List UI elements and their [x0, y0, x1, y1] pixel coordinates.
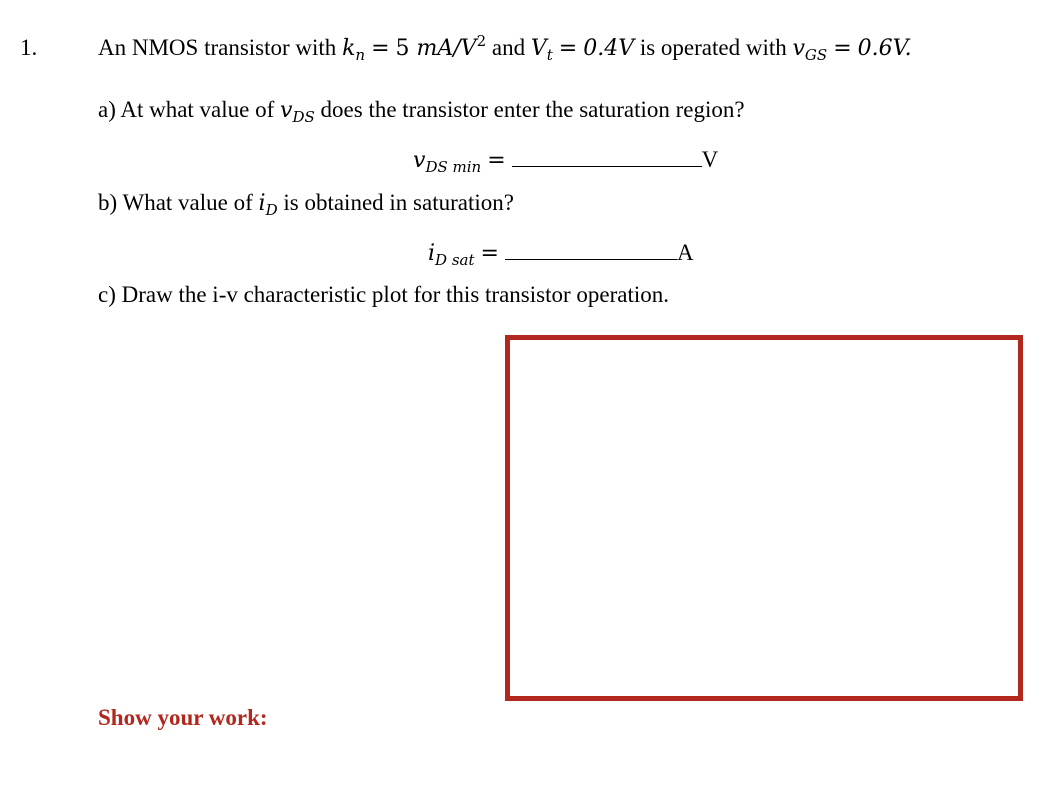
id-sat-label — [428, 241, 475, 269]
vds-min-equals: = — [487, 148, 506, 173]
vds-variable — [280, 98, 315, 126]
part-a-text-before: a) At what value of — [98, 97, 281, 122]
kn-exponent: 2 — [476, 32, 487, 50]
part-a-answer-line — [413, 145, 718, 176]
id-symbol: i — [258, 191, 266, 216]
vds-subscript: DS — [292, 108, 315, 126]
vds-min-unit: V — [701, 147, 719, 172]
kn-number: 5 — [395, 36, 417, 61]
part-b-question — [98, 188, 514, 219]
id-variable — [258, 191, 278, 219]
kn-unit: mA/V — [416, 36, 477, 61]
id-sat-unit: A — [676, 240, 694, 265]
id-sat-equals: = — [480, 241, 499, 266]
question-stem — [98, 33, 912, 64]
kn-subscript: n — [355, 46, 366, 64]
vgs-symbol: v — [792, 36, 805, 61]
vgs-subscript: GS — [804, 46, 828, 64]
vgs-equals: = — [833, 36, 852, 61]
vds-min-label — [413, 148, 482, 176]
id-sat-subscript: D sat — [435, 251, 475, 269]
part-b-text-after: is obtained in saturation? — [277, 190, 514, 215]
vds-min-answer-blank[interactable] — [512, 146, 702, 167]
id-sat-symbol: i — [428, 241, 436, 266]
part-b-text-before: b) What value of — [98, 190, 259, 215]
stem-and: and — [486, 35, 531, 60]
kn-equals: = — [371, 36, 390, 61]
vt-subscript: t — [546, 46, 553, 64]
vds-symbol: v — [280, 98, 293, 123]
question-number: 1. — [20, 35, 38, 60]
vt-equals: = — [558, 36, 578, 61]
id-subscript: D — [265, 201, 278, 219]
kn-symbol: k — [342, 36, 356, 61]
kn-value — [395, 32, 487, 61]
part-a-question — [98, 95, 745, 126]
stem-middle: is operated with — [634, 35, 793, 60]
vds-min-subscript: DS min — [425, 158, 482, 176]
show-work-label: Show your work: — [98, 705, 268, 730]
vt-variable — [530, 36, 553, 64]
iv-plot-drawing-area[interactable] — [505, 335, 1023, 701]
vds-min-symbol: v — [413, 148, 426, 173]
part-b-answer-line — [428, 238, 694, 269]
vgs-variable — [792, 36, 828, 64]
stem-prefix: An NMOS transistor with — [98, 35, 343, 60]
part-a-text-after: does the transistor enter the saturation region? — [314, 97, 745, 122]
vt-value: 0.4V — [583, 36, 635, 61]
vgs-value: 0.6V. — [857, 36, 912, 61]
vt-symbol: V — [530, 36, 547, 61]
id-sat-answer-blank[interactable] — [505, 239, 677, 260]
kn-variable — [342, 36, 366, 64]
part-c-question: c) Draw the i-v characteristic plot for this transistor operation. — [98, 282, 669, 307]
